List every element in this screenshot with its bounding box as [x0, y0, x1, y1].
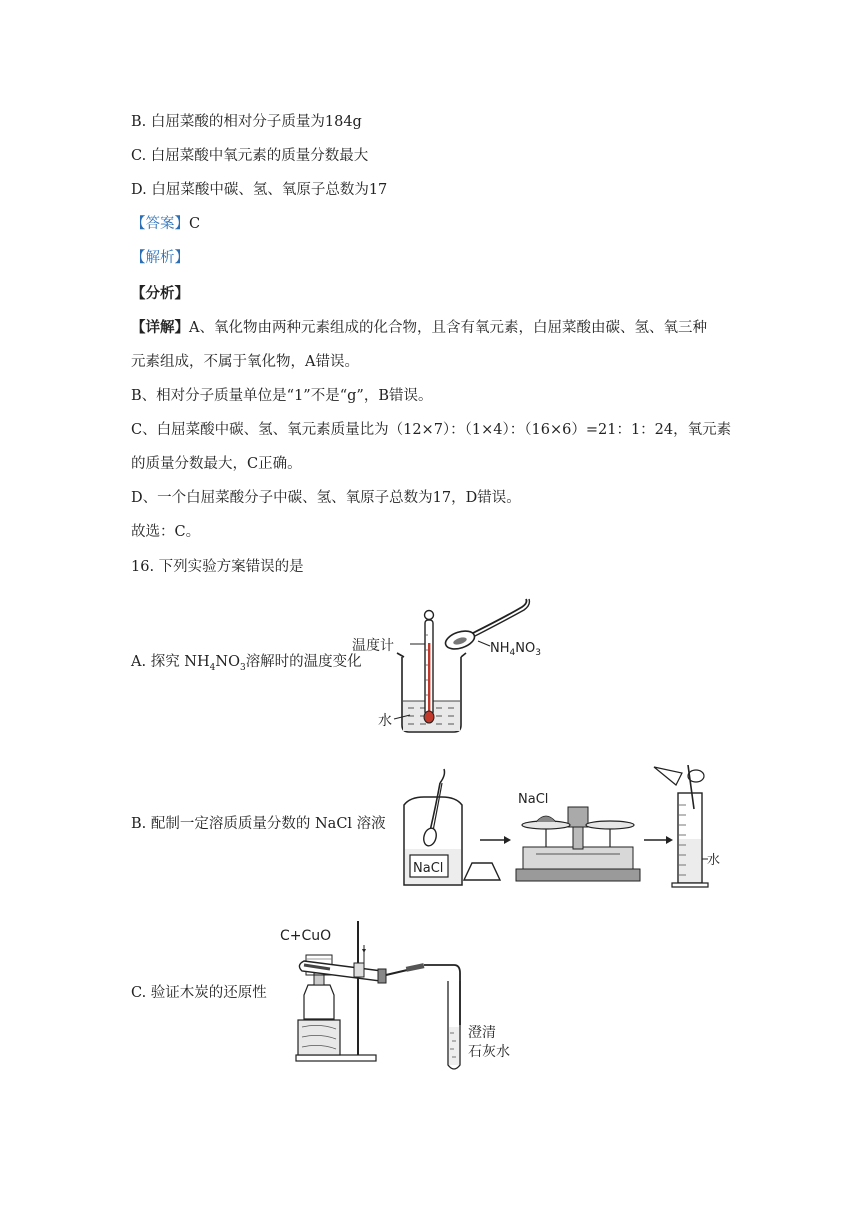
jar-label: NaCl [413, 861, 444, 876]
answer-label: 【答案】 [131, 216, 189, 232]
detail-line-1 [131, 318, 707, 338]
answer-value: C [189, 216, 201, 232]
option-d: D. 白屈菜酸中碳、氢、氧原子总数为17 [131, 182, 388, 198]
option-16a [131, 652, 362, 678]
detail-line-4: C、白屈菜酸中碳、氢、氧元素质量比为（12×7）：（1×4）：（16×6）=21：1：24，氧元素 [131, 422, 732, 438]
water-label-b: 水 [707, 853, 721, 868]
option-c: C. 白屈菜酸中氧元素的质量分数最大 [131, 148, 369, 164]
detail-line-3: B、相对分子质量单位是“1”不是“g”，B错误。 [131, 388, 433, 404]
option-16c: C. 验证木炭的还原性 [131, 985, 267, 1001]
detail-line-7: 故选：C。 [131, 524, 201, 540]
figure-b [396, 765, 726, 895]
option-b: B. 白屈菜酸的相对分子质量为184g [131, 114, 362, 130]
detail-text-1: A、氧化物由两种元素组成的化合物，且含有氧元素，白屈菜酸由碳、氢、氧三种 [189, 320, 707, 336]
detail-line-6: D、一个白屈菜酸分子中碳、氢、氧原子总数为17，D错误。 [131, 490, 521, 506]
option-16a-sub1: 4 [209, 662, 216, 673]
reagent-label [490, 641, 541, 658]
detail-line-5: 的质量分数最大，C正确。 [131, 456, 302, 472]
option-16b: B. 配制一定溶质质量分数的 NaCl 溶液 [131, 816, 386, 832]
thermometer-label: 温度计 [352, 638, 394, 654]
option-16a-mid: NO [215, 654, 240, 670]
answer-line [131, 214, 200, 234]
reagent-label-sub: 4 [509, 648, 516, 658]
analysis-label: 【解析】 [131, 250, 189, 266]
option-16a-suffix: 溶解时的温度变化 [245, 654, 362, 670]
option-16a-sub2: 3 [239, 662, 246, 673]
detail-label: 【详解】 [131, 319, 189, 336]
figure-c [280, 915, 540, 1075]
figure-a [350, 595, 590, 740]
detail-line-2: 元素组成，不属于氧化物，A错误。 [131, 354, 359, 370]
reactants-label: C+CuO [280, 928, 332, 944]
reagent-label-pre: NH [490, 641, 510, 656]
reagent-label-sub2: 3 [535, 648, 541, 658]
fenxi-label: 【分析】 [131, 285, 189, 302]
option-16a-prefix: A. 探究 NH [131, 654, 210, 670]
water-label-a: 水 [378, 713, 392, 729]
limewater-label-2: 石灰水 [468, 1044, 510, 1060]
question-16-stem: 16. 下列实验方案错误的是 [131, 559, 304, 575]
pan-label: NaCl [518, 792, 549, 807]
reagent-label-post: NO [515, 641, 536, 656]
limewater-label-1: 澄清 [468, 1025, 496, 1041]
